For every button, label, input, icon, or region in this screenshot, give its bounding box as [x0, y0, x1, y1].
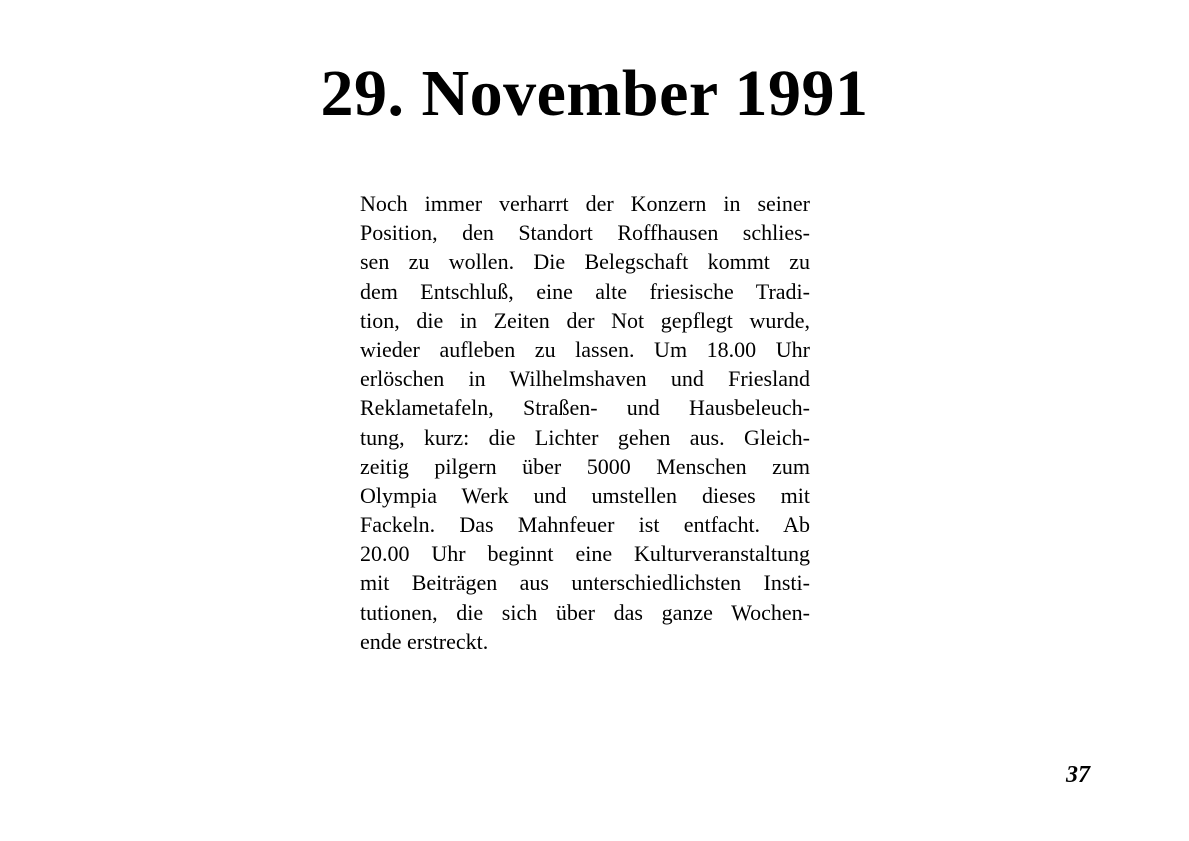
text-line: Position, den Standort Roffhausen schlies- — [360, 220, 810, 246]
text-line: tung, kurz: die Lichter gehen aus. Gleich- — [360, 424, 810, 450]
text-line: Reklametafeln, Straßen- und Hausbeleuch- — [360, 395, 810, 421]
text-line: dem Entschluß, eine alte friesische Tradi- — [360, 278, 810, 304]
text-line: Fackeln. Das Mahnfeuer ist entfacht. Ab — [360, 512, 810, 538]
text-line: zeitig pilgern über 5000 Menschen zum — [360, 453, 810, 479]
text-line: Noch immer verharrt der Konzern in seiner — [360, 191, 810, 216]
text-line: erlöschen in Wilhelmshaven und Friesland — [360, 366, 810, 392]
text-line: tion, die in Zeiten der Not gepflegt wurde, — [360, 307, 810, 333]
text-line: sen zu wollen. Die Belegschaft kommt zu — [360, 249, 810, 275]
text-line: Olympia Werk und umstellen dieses mit — [360, 482, 810, 508]
text-line: ende erstreckt. — [360, 628, 489, 654]
text-line: mit Beiträgen aus unterschiedlichsten Insti- — [360, 570, 810, 596]
page-number: 37 — [1066, 762, 1090, 788]
text-line: 20.00 Uhr beginnt eine Kulturveranstaltung — [360, 541, 810, 567]
text-line: tutionen, die sich über das ganze Wochen- — [360, 599, 810, 625]
page-title: 29. November 1991 — [320, 57, 869, 130]
text-line: wieder aufleben zu lassen. Um 18.00 Uhr — [360, 336, 810, 362]
body-paragraph — [360, 189, 810, 656]
